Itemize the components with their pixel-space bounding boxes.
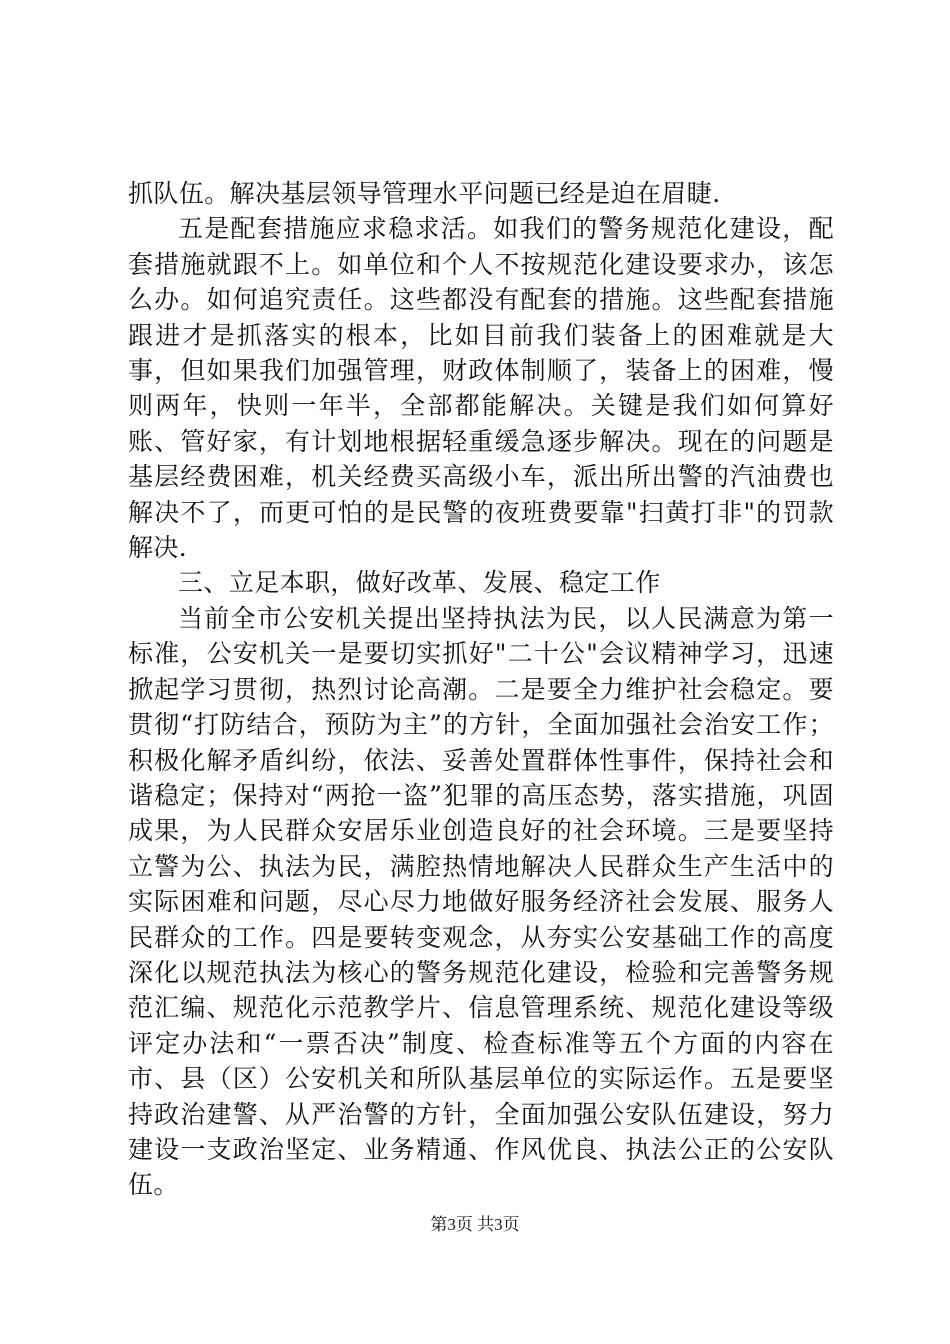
section-heading: 三、立足本职，做好改革、发展、稳定工作 bbox=[178, 568, 661, 598]
paragraph-4: 当前全市公安机关提出坚持执法为民，以人民满意为第一标准，公安机关一是要切实抓好"二十公"会议精神学习，迅速掀起学习贯彻，热烈讨论高潮。二是要全力维护社会稳定。要贯彻“打防结合，预防为主”的方针，全面加强社会治安工作；积极化解矛盾纠纷，依法、妥善处置群体性事件，保持社会和谐稳定；保持对“两抢一盗”犯罪的高压态势，落实措施，巩固成果，为人民群众安居乐业创造良好的社会环境。三是要坚持立警为公、执法为民，满腔热情地解决人民群众生产生活中的实际困难和问题，尽心尽力地做好服务经济社会发展、服务人民群众的工作。四是要转变观念，从夯实公安基础工作的高度深化以规范执法为核心的警务规范化建设，检验和完善警务规范汇编、规范化示范教学片、信息管理系统、规范化建设等级评定办法和“一票否决”制度、检查标准等五个方面的内容在市、县（区）公安机关和所队基层单位的实际运作。五是要坚持政治建警、从严治警的方针，全面加强公安队伍建设，努力建设一支政治坚定、业务精通、作风优良、执法公正的公安队伍。 bbox=[128, 603, 834, 1200]
page-footer bbox=[0, 1210, 950, 1235]
paragraph-1: 抓队伍。解决基层领导管理水平问题已经是迫在眉睫. bbox=[128, 179, 721, 208]
paragraph-2: 五是配套措施应求稳求活。如我们的警务规范化建设，配套措施就跟不上。如单位和个人不按规范化建设要求办，该怎么办。如何追究责任。这些都没有配套的措施。这些配套措施跟进才是抓落实的根本，比如目前我们装备上的困难就是大事，但如果我们加强管理，财政体制顺了，装备上的困难，慢则两年，快则一年半，全部都能解决。关键是我们如何算好账、管好家，有计划地根据轻重缓急逐步解决。现在的问题是基层经费困难，机关经费买高级小车，派出所出警的汽油费也解决不了，而更可怕的是民警的夜班费要靠"扫黄打非"的罚款解决. bbox=[128, 214, 834, 563]
page-number-label: 第3页 共3页 bbox=[430, 1215, 520, 1234]
document-body bbox=[128, 176, 834, 1203]
